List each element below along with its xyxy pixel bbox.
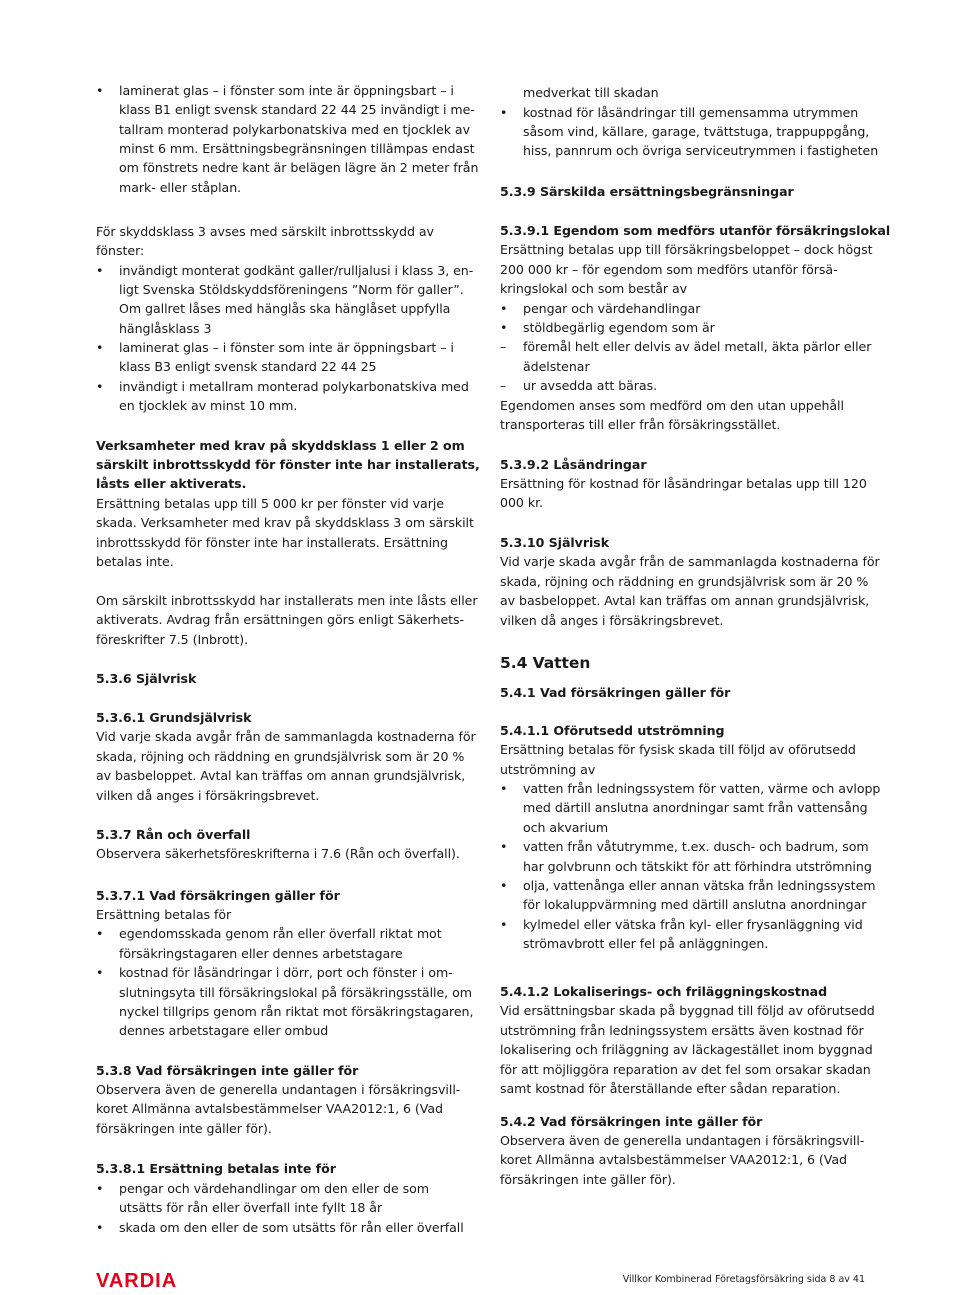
paragraph-line: försäkringen inte gäller för). xyxy=(500,1172,676,1187)
list-item-text: har golvbrunn och tätskikt för att förhindra utströmning xyxy=(523,859,872,874)
section-heading: 5.3.9 Särskilda ersättningsbegränsningar xyxy=(500,184,794,199)
paragraph-line: transporteras till eller från försäkringsstället. xyxy=(500,417,781,432)
paragraph-line: koret Allmänna avtalsbestämmelser VAA2012:1, 6 (Vad xyxy=(500,1152,847,1167)
dash-item: – ur avsedda att bäras. xyxy=(523,376,657,395)
list-item-text: en tjocklek av minst 10 mm. xyxy=(119,398,298,413)
list-item-text: mark- eller ståplan. xyxy=(119,180,242,195)
paragraph-line: Observera även de generella undantagen i försäkringsvill- xyxy=(96,1082,461,1097)
paragraph-line: Observera säkerhetsföreskrifterna i 7.6 (Rån och överfall). xyxy=(96,846,460,861)
list-item-text: hiss, pannrum och övriga serviceutrymmen i fastigheten xyxy=(523,143,879,158)
list-item-text: om fönstrets nedre kant är belägen lägre än 2 meter från xyxy=(119,160,479,175)
paragraph-line: skada, röjning och räddning en grundsjälvrisk som är 20 % xyxy=(500,574,869,589)
section-heading: 5.3.7 Rån och överfall xyxy=(96,827,251,842)
page-footer: Villkor Kombinerad Företagsförsäkring sida 8 av 41 xyxy=(622,1274,865,1285)
list-item-text: med därtill anslutna anordningar samt från vattensång xyxy=(523,800,868,815)
paragraph-line: koret Allmänna avtalsbestämmelser VAA2012:1, 6 (Vad xyxy=(96,1101,443,1116)
bold-paragraph-line: låsts eller aktiverats. xyxy=(96,476,247,491)
paragraph-line: vilken då anges i försäkringsbrevet. xyxy=(96,788,320,803)
list-item: • laminerat glas – i fönster som inte är öppningsbart – i xyxy=(119,338,454,357)
list-item: • stöldbegärlig egendom som är xyxy=(523,318,715,337)
list-item: • olja, vattenånga eller annan vätska från ledningssystem xyxy=(523,876,876,895)
section-heading: 5.3.9.1 Egendom som medförs utanför försäkringslokal xyxy=(500,223,891,238)
list-item-text: försäkringstagaren eller dennes arbetstagare xyxy=(119,946,403,961)
section-heading: 5.3.8 Vad försäkringen inte gäller för xyxy=(96,1063,359,1078)
paragraph-line: samt kostnad för återställande efter sådan reparation. xyxy=(500,1081,841,1096)
section-heading: 5.4.2 Vad försäkringen inte gäller för xyxy=(500,1114,763,1129)
list-item-text: klass B3 enligt svensk standard 22 44 25 xyxy=(119,359,377,374)
paragraph-line: utströmning från ledningssystem ersätts även kostnad för xyxy=(500,1023,864,1038)
dash-item: – föremål helt eller delvis av ädel metall, äkta pärlor eller xyxy=(523,337,871,356)
paragraph-line: Ersättning betalas för xyxy=(96,907,232,922)
paragraph-line: Ersättning för kostnad för låsändringar betalas upp till 120 xyxy=(500,476,867,491)
paragraph-line: Vid varje skada avgår från de sammanlagda kostnaderna för xyxy=(500,554,880,569)
section-heading: 5.3.6 Självrisk xyxy=(96,671,197,686)
section-heading: 5.4.1 Vad försäkringen gäller för xyxy=(500,685,731,700)
list-item: • invändigt monterat godkänt galler/rulljalusi i klass 3, en- xyxy=(119,261,473,280)
list-item: • kylmedel eller vätska från kyl- eller frysanläggning vid xyxy=(523,915,863,934)
paragraph-line: inbrottsskydd för fönster inte har installerats. Ersättning xyxy=(96,535,448,550)
section-heading: 5.3.7.1 Vad försäkringen gäller för xyxy=(96,888,340,903)
list-item-text: medverkat till skadan xyxy=(523,85,659,100)
list-item: • laminerat glas – i fönster som inte är öppningsbart – i xyxy=(119,81,454,100)
list-item-text: slutningsyta till försäkringslokal på försäkringsställe, om xyxy=(119,985,472,1000)
section-heading: 5.3.9.2 Låsändringar xyxy=(500,457,647,472)
list-item: • vatten från våtutrymme, t.ex. dusch- och badrum, som xyxy=(523,837,869,856)
paragraph-line: Om särskilt inbrottsskydd har installerats men inte låsts eller xyxy=(96,593,478,608)
list-item-text: såsom vind, källare, garage, tvättstuga, trappuppgång, xyxy=(523,124,870,139)
list-item: • vatten från ledningssystem för vatten, värme och avlopp xyxy=(523,779,880,798)
list-item-text: Om gallret låses med hänglås ska hänglåset uppfylla xyxy=(119,301,451,316)
paragraph-line: aktiverats. Avdrag från ersättningen görs enligt Säkerhets- xyxy=(96,612,465,627)
paragraph-line: betalas inte. xyxy=(96,554,174,569)
list-item-text: klass B1 enligt svensk standard 22 44 25 invändigt i me- xyxy=(119,102,475,117)
list-item-text: och akvarium xyxy=(523,820,609,835)
paragraph-line: 200 000 kr – för egendom som medförs utanför försä- xyxy=(500,262,838,277)
paragraph-line: kringslokal och som består av xyxy=(500,281,688,296)
paragraph-line: skada. Verksamheter med krav på skyddsklass 3 om särskilt xyxy=(96,515,474,530)
paragraph-line: för att möjliggöra reparation av det fel som orsakar skadan xyxy=(500,1062,871,1077)
paragraph-line: skada, röjning och räddning en grundsjälvrisk som är 20 % xyxy=(96,749,465,764)
list-item: • egendomsskada genom rån eller överfall riktat mot xyxy=(119,924,442,943)
bold-paragraph-line: Verksamheter med krav på skyddsklass 1 eller 2 om xyxy=(96,438,465,453)
paragraph-line: Ersättning betalas upp till försäkringsbeloppet – dock högst xyxy=(500,242,873,257)
list-item-text: hänglåsklass 3 xyxy=(119,321,212,336)
paragraph-line: föreskrifter 7.5 (Inbrott). xyxy=(96,632,249,647)
list-item-text: ligt Svenska Stöldskyddsföreningens ”Norm för galler”. xyxy=(119,282,464,297)
list-item: • pengar och värdehandlingar xyxy=(523,299,700,318)
paragraph-line: vilken då anges i försäkringsbrevet. xyxy=(500,613,724,628)
list-item: • kostnad för låsändringar i dörr, port och fönster i om- xyxy=(119,963,453,982)
paragraph-line: För skyddsklass 3 avses med särskilt inbrottsskydd av xyxy=(96,224,434,239)
paragraph-line: Vid ersättningsbar skada på byggnad till följd av oförutsedd xyxy=(500,1003,875,1018)
paragraph-line: Egendomen anses som medförd om den utan uppehåll xyxy=(500,398,844,413)
list-item-text: för lokaluppvärmning med därtill anslutna anordningar xyxy=(523,897,867,912)
list-item-text: minst 6 mm. Ersättningsbegränsningen tillämpas endast xyxy=(119,141,475,156)
section-heading: 5.4.1.2 Lokaliserings- och friläggningskostnad xyxy=(500,984,828,999)
paragraph-line: fönster: xyxy=(96,243,145,258)
bold-paragraph-line: särskilt inbrottsskydd för fönster inte har installerats, xyxy=(96,457,480,472)
list-item-text: nyckel tillgrips genom rån riktat mot försäkringstagaren, xyxy=(119,1004,474,1019)
paragraph-line: 000 kr. xyxy=(500,495,544,510)
paragraph-line: Ersättning betalas upp till 5 000 kr per fönster vid varje xyxy=(96,496,444,511)
paragraph-line: försäkringen inte gäller för). xyxy=(96,1121,272,1136)
list-item: • kostnad för låsändringar till gemensamma utrymmen xyxy=(523,103,858,122)
vardia-logo-text: VARDIA xyxy=(96,1270,178,1292)
section-heading: 5.3.10 Självrisk xyxy=(500,535,610,550)
list-item: • skada om den eller de som utsätts för rån eller överfall xyxy=(119,1218,464,1237)
paragraph-line: utströmning av xyxy=(500,762,596,777)
list-item-text: dennes arbetstagare eller ombud xyxy=(119,1023,329,1038)
paragraph-line: Observera även de generella undantagen i försäkringsvill- xyxy=(500,1133,865,1148)
chapter-heading: 5.4 Vatten xyxy=(500,654,591,672)
paragraph-line: av basbeloppet. Avtal kan träffas om annan grundsjälvrisk, xyxy=(96,768,466,783)
section-heading: 5.4.1.1 Oförutsedd utströmning xyxy=(500,723,725,738)
section-heading: 5.3.8.1 Ersättning betalas inte för xyxy=(96,1161,336,1176)
list-item: • pengar och värdehandlingar om den eller de som xyxy=(119,1179,429,1198)
list-item-text: strömavbrott eller fel på anläggningen. xyxy=(523,936,769,951)
paragraph-line: Vid varje skada avgår från de sammanlagda kostnaderna för xyxy=(96,729,476,744)
paragraph-line: Ersättning betalas för fysisk skada till följd av oförutsedd xyxy=(500,742,856,757)
list-item-text: tallram monterad polykarbonatskiva med en tjocklek av xyxy=(119,122,471,137)
section-heading: 5.3.6.1 Grundsjälvrisk xyxy=(96,710,252,725)
list-item: • invändigt i metallram monterad polykarbonatskiva med xyxy=(119,377,469,396)
paragraph-line: av basbeloppet. Avtal kan träffas om annan grundsjälvrisk, xyxy=(500,593,870,608)
list-item-text: utsätts för rån eller överfall inte fyllt 18 år xyxy=(119,1200,383,1215)
paragraph-line: lokalisering och friläggning av läckagestället inom byggnad xyxy=(500,1042,873,1057)
dash-item-text: ädelstenar xyxy=(523,359,590,374)
